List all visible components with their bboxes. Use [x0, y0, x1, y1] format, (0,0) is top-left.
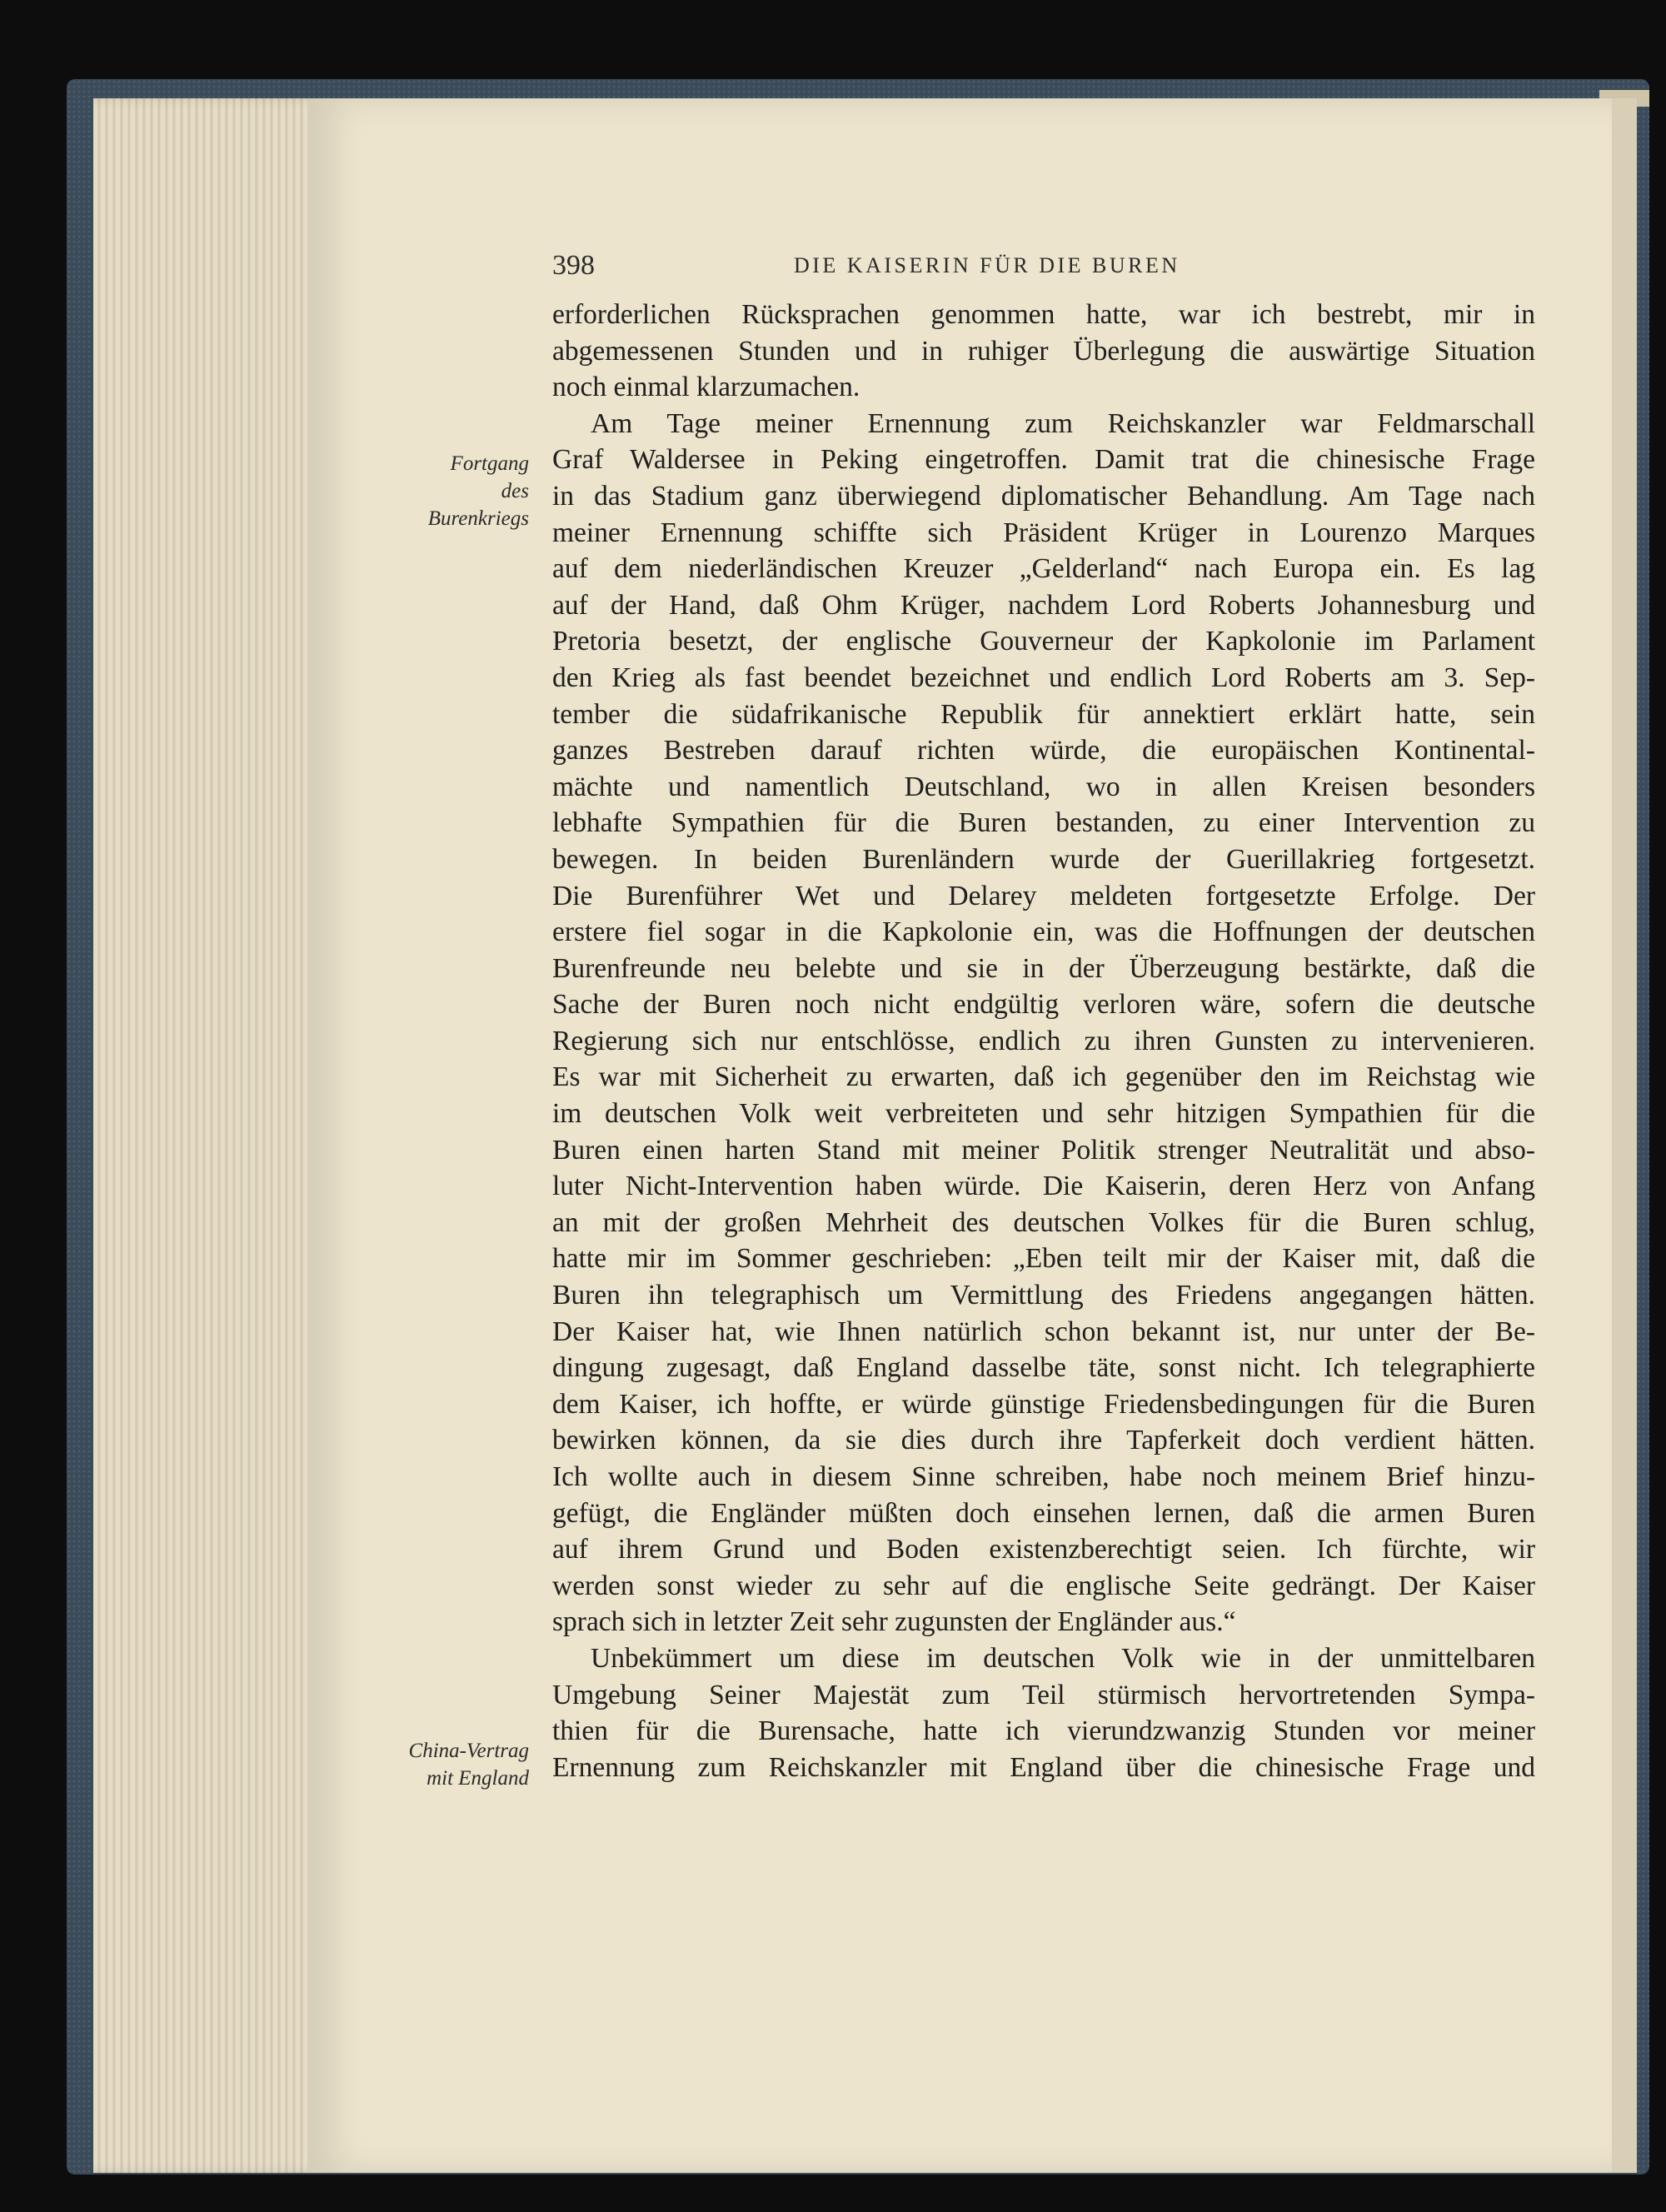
body-text — [552, 297, 1535, 1785]
text-line: Graf Waldersee in Peking eingetroffen. Damit trat die chinesische Frage — [552, 444, 1535, 476]
text-line: Die Burenführer Wet und Delarey meldeten fortgesetzte Erfolge. Der — [552, 880, 1535, 911]
text-line: Buren ihn telegraphisch um Vermittlung des Friedens angegangen hätten. — [552, 1280, 1535, 1311]
text-line: auf der Hand, daß Ohm Krüger, nachdem Lord Roberts Johannesburg und — [552, 589, 1535, 621]
text-line: bewegen. In beiden Burenländern wurde der Guerillakrieg fortgesetzt. — [552, 843, 1535, 875]
text-line: Ich wollte auch in diesem Sinne schreiben, habe noch meinem Brief hinzu- — [552, 1461, 1535, 1492]
text-line: Burenfreunde neu belebte und sie in der Überzeugung bestärkte, daß die — [552, 952, 1535, 984]
running-head — [552, 250, 1535, 292]
text-line: tember die südafrikanische Republik für annektiert erklärt hatte, sein — [552, 698, 1535, 730]
side-note-line: des — [501, 480, 529, 502]
side-note-fortgang — [337, 450, 529, 532]
text-line: Ernennung zum Reichskanzler mit England über die chinesische Frage und — [552, 1751, 1535, 1783]
text-line: bewirken können, da sie dies durch ihre Tapferkeit doch verdient hätten. — [552, 1425, 1535, 1456]
text-line: sprach sich in letzter Zeit sehr zugunsten der Engländer aus.“ — [552, 1606, 1236, 1638]
text-line: lebhafte Sympathien für die Buren bestanden, zu einer Intervention zu — [552, 807, 1535, 839]
text-line: erstere fiel sogar in die Kapkolonie ein, was die Hoffnungen der deutschen — [552, 916, 1535, 948]
text-line: gefügt, die Engländer müßten doch einsehen lernen, daß die armen Buren — [552, 1497, 1535, 1529]
side-note-line: Burenkriegs — [427, 507, 529, 530]
text-line: Der Kaiser hat, wie Ihnen natürlich schon bekannt ist, nur unter der Be- — [552, 1316, 1535, 1347]
side-note-line: China-Vertrag — [408, 1740, 529, 1762]
running-title: DIE KAISERIN FÜR DIE BUREN — [794, 253, 1180, 277]
text-line: mächte und namentlich Deutschland, wo in allen Kreisen besonders — [552, 771, 1535, 802]
text-line: werden sonst wieder zu sehr auf die englische Seite gedrängt. Der Kaiser — [552, 1570, 1535, 1601]
page-number: 398 — [552, 250, 595, 281]
text-line: im deutschen Volk weit verbreiteten und sehr hitzigen Sympathien für die — [552, 1098, 1535, 1130]
text-line: dem Kaiser, ich hoffte, er würde günstige Friedensbedingungen für die Buren — [552, 1388, 1535, 1420]
text-line: luter Nicht-Intervention haben würde. Die Kaiserin, deren Herz von Anfang — [552, 1171, 1535, 1202]
next-page-edge — [1612, 98, 1637, 2173]
text-line: dingung zugesagt, daß England dasselbe täte, sonst nicht. Ich telegraphierte — [552, 1352, 1535, 1384]
text-line: an mit der großen Mehrheit des deutschen Volkes für die Buren schlug, — [552, 1206, 1535, 1238]
text-line: Es war mit Sicherheit zu erwarten, daß ich gegenüber den im Reichstag wie — [552, 1061, 1535, 1093]
text-line: meiner Ernennung schiffte sich Präsident Krüger in Lourenzo Marques — [552, 517, 1535, 548]
text-line: ganzes Bestreben darauf richten würde, die europäischen Kontinental- — [552, 735, 1535, 766]
text-line: Pretoria besetzt, der englische Gouverneur der Kapkolonie im Parlament — [552, 626, 1535, 657]
text-line: Buren einen harten Stand mit meiner Politik strenger Neutralität und abso- — [552, 1134, 1535, 1166]
side-note-line: Fortgang — [450, 452, 529, 475]
side-note-line: mit England — [426, 1767, 529, 1790]
text-line: Umgebung Seiner Majestät zum Teil stürmisch hervortretenden Sympa- — [552, 1679, 1535, 1710]
text-line: hatte mir im Sommer geschrieben: „Eben teilt mir der Kaiser mit, daß die — [552, 1243, 1535, 1275]
text-line: Am Tage meiner Ernennung zum Reichskanzler war Feldmarschall — [591, 407, 1535, 439]
page-edges — [93, 98, 327, 2173]
side-note-china-vertrag — [337, 1737, 529, 1792]
text-line: Sache der Buren noch nicht endgültig verloren wäre, sofern die deutsche — [552, 989, 1535, 1021]
text-line: in das Stadium ganz überwiegend diplomatischer Behandlung. Am Tage nach — [552, 480, 1535, 512]
text-line: Regierung sich nur entschlösse, endlich zu ihren Gunsten zu intervenieren. — [552, 1025, 1535, 1056]
text-line: thien für die Burensache, hatte ich vierundzwanzig Stunden vor meiner — [552, 1715, 1535, 1747]
text-line: Unbekümmert um diese im deutschen Volk wie in der unmittelbaren — [591, 1642, 1535, 1674]
text-line: abgemessenen Stunden und in ruhiger Überlegung die auswärtige Situation — [552, 335, 1535, 367]
text-line: noch einmal klarzumachen. — [552, 372, 860, 403]
text-line: auf dem niederländischen Kreuzer „Gelderland“ nach Europa ein. Es lag — [552, 553, 1535, 585]
text-line: auf ihrem Grund und Boden existenzberechtigt seien. Ich fürchte, wir — [552, 1534, 1535, 1565]
text-line: den Krieg als fast beendet bezeichnet und endlich Lord Roberts am 3. Sep- — [552, 662, 1535, 693]
text-line: erforderlichen Rücksprachen genommen hatte, war ich bestrebt, mir in — [552, 299, 1535, 330]
